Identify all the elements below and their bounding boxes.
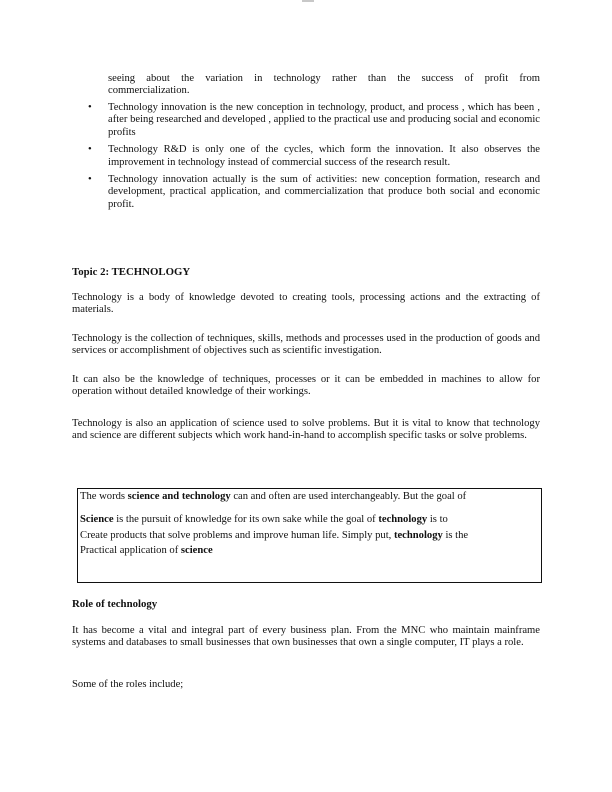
note-text: The words: [80, 491, 128, 502]
definition-paragraph-1: Technology is a body of knowledge devoted to creating tools, processing actions and the extracting of materials.: [72, 292, 540, 316]
note-bold-text: science and technology: [127, 491, 231, 502]
page-top-mark: [302, 0, 314, 2]
bullet-icon: •: [88, 144, 92, 156]
note-text: Practical application of: [80, 545, 181, 557]
note-text: Create products that solve problems and improve human life. Simply put,: [80, 529, 394, 541]
note-line-2: [80, 514, 539, 526]
note-line-4: [80, 545, 539, 557]
continuation-paragraph: [108, 73, 540, 98]
role-paragraph-1: It has become a vital and integral part of every business plan. From the MNC who maintain mainframe systems and databases to small businesses that own businesses that own a single computer, IT plays a role.: [72, 625, 540, 649]
role-paragraph-2: Some of the roles include;: [72, 679, 184, 690]
note-text: can and often are used interchangeably. But the goal of: [230, 491, 467, 502]
note-line-1: [80, 491, 539, 503]
continuation-line-2: commercialization.: [108, 85, 190, 97]
topic-heading: Topic 2: TECHNOLOGY: [72, 266, 191, 278]
role-heading: Role of technology: [72, 598, 158, 610]
definition-paragraph-4: Technology is also an application of science used to solve problems. But it is vital to know that technology and science are different subjects which work hand-in-hand to accomplish specific tasks or solve problems.: [72, 418, 540, 442]
note-bold-text: technology: [378, 514, 428, 526]
note-bold-text: technology: [393, 529, 443, 541]
definition-paragraph-3: It can also be the knowledge of techniques, processes or it can be embedded in machines to allow for operation without detailed knowledge of their workings.: [72, 374, 540, 398]
definition-paragraph-2: Technology is the collection of techniques, skills, methods and processes used in the production of goods and services or accomplishment of objectives such as scientific investigation.: [72, 333, 540, 357]
bullet-text: Technology innovation actually is the sum of activities: new conception formation, research and development, practical application, and commercialization that produce both social and economic profit.: [108, 174, 540, 210]
bullet-icon: •: [88, 102, 92, 113]
note-line-3: [80, 530, 539, 542]
note-text: is the pursuit of knowledge for its own sake while the goal of: [113, 514, 379, 526]
continuation-line-1: seeing about the variation in technology rather than the success of profit from: [108, 73, 540, 84]
bullet-text: Technology innovation is the new conception in technology, product, and process , which has been , after being researched and developed , applied to the practical use and producing social and economic profits: [108, 102, 540, 138]
science-technology-note-box: [77, 488, 542, 583]
bullet-text: Technology R&D is only one of the cycles, which form the innovation. It also observes the improvement in technology instead of commercial success of the research result.: [108, 144, 540, 168]
bullet-icon: •: [88, 174, 92, 186]
bullet-item: [72, 144, 540, 169]
bullet-item: [72, 102, 540, 139]
bullet-item: [72, 174, 540, 211]
note-text: is the: [442, 529, 469, 541]
innovation-bullet-list: [72, 102, 540, 216]
note-bold-text: Science: [80, 514, 114, 526]
note-bold-text: science: [180, 545, 213, 557]
note-text: is to: [427, 514, 448, 526]
